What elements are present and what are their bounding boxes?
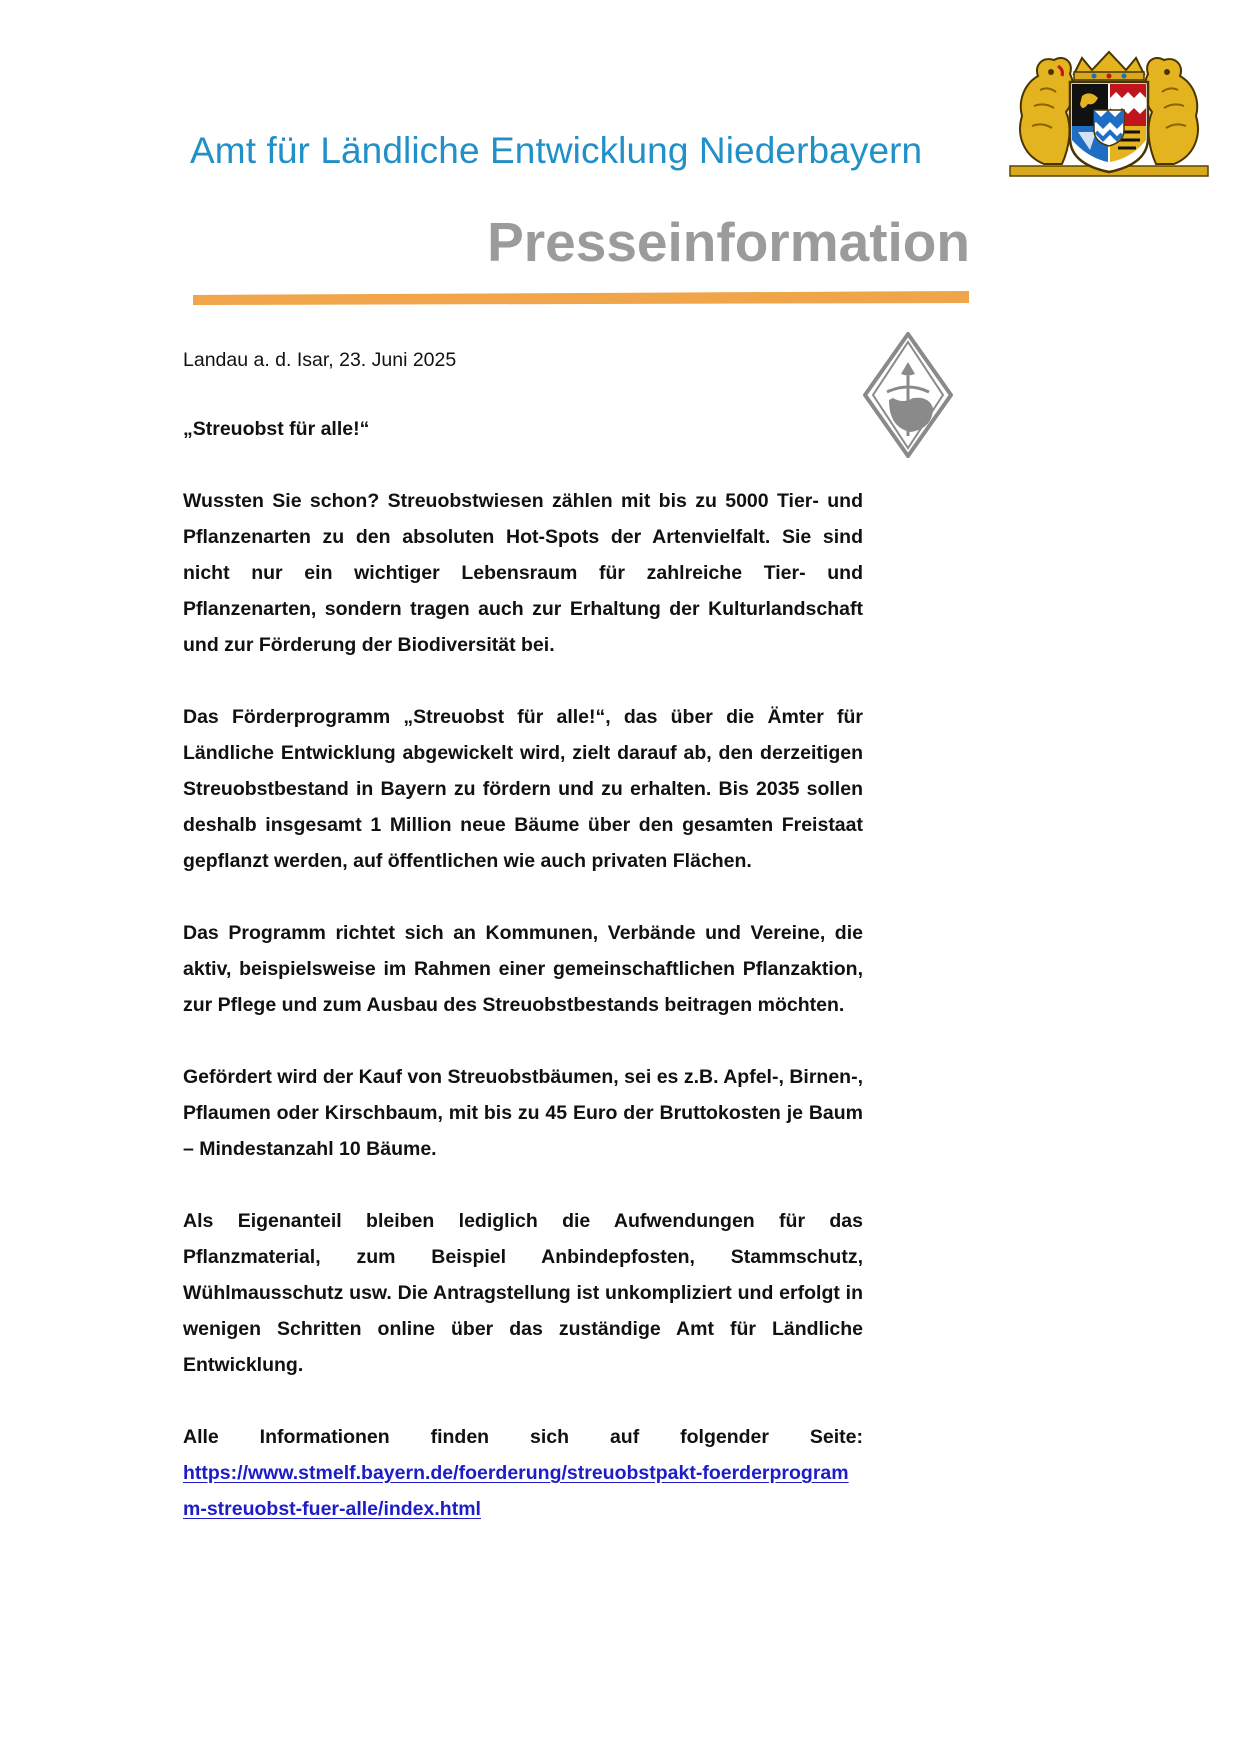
bavaria-coat-of-arms-icon bbox=[1004, 46, 1214, 178]
ale-diamond-logo-icon bbox=[863, 332, 953, 458]
dateline: Landau a. d. Isar, 23. Juni 2025 bbox=[183, 349, 457, 371]
agency-name: Amt für Ländliche Entwicklung Niederbayern bbox=[190, 130, 923, 171]
body-paragraph: Als Eigenanteil bleiben lediglich die Aufwendungen für das Pflanzmaterial, zum Beispiel Anbindepfosten, Stammschutz, Wühlmausschutz usw. Die Antragstellung ist unkompliziert und erfolgt in wenigen Schritten online über das zuständige Amt für Ländliche Entwicklung. bbox=[183, 1210, 863, 1376]
press-release-body bbox=[183, 411, 863, 1527]
document-type-title: Presseinformation bbox=[487, 211, 970, 273]
body-paragraph: Wussten Sie schon? Streuobstwiesen zählen mit bis zu 5000 Tier- und Pflanzenarten zu den absoluten Hot-Spots der Artenvielfalt. Sie sind nicht nur ein wichtiger Lebensraum für zahlreiche Tier- und Pflanzenarten, sondern tragen auch zur Erhaltung der Kulturlandschaft und zur Förderung der Biodiversität bei. bbox=[183, 490, 863, 656]
info-paragraph bbox=[183, 1419, 863, 1527]
accent-divider bbox=[193, 291, 969, 305]
press-headline: „Streuobst für alle!“ bbox=[183, 418, 370, 440]
body-paragraph: Das Programm richtet sich an Kommunen, Verbände und Vereine, die aktiv, beispielsweise im Rahmen einer gemeinschaftlichen Pflanzaktion, zur Pflege und zum Ausbau des Streuobstbestands beitragen möchten. bbox=[183, 922, 863, 1016]
body-paragraph: Das Förderprogramm „Streuobst für alle!“, das über die Ämter für Ländliche Entwicklung abgewickelt wird, zielt darauf ab, den derzeitigen Streuobstbestand in Bayern zu fördern und zu erhalten. Bis 2035 sollen deshalb insgesamt 1 Million neue Bäume über den gesamten Freistaat gepflanzt werden, auf öffentlichen wie auch privaten Flächen. bbox=[183, 706, 863, 872]
info-link[interactable]: https://www.stmelf.bayern.de/foerderung/streuobstpakt-foerderprogramm-streuobst-fuer-alle/index.html bbox=[183, 1462, 849, 1520]
body-paragraph: Gefördert wird der Kauf von Streuobstbäumen, sei es z.B. Apfel-, Birnen-, Pflaumen oder Kirschbaum, mit bis zu 45 Euro der Bruttokosten je Baum – Mindestanzahl 10 Bäume. bbox=[183, 1066, 863, 1160]
info-lead: Alle Informationen finden sich auf folgender Seite: bbox=[183, 1426, 863, 1448]
